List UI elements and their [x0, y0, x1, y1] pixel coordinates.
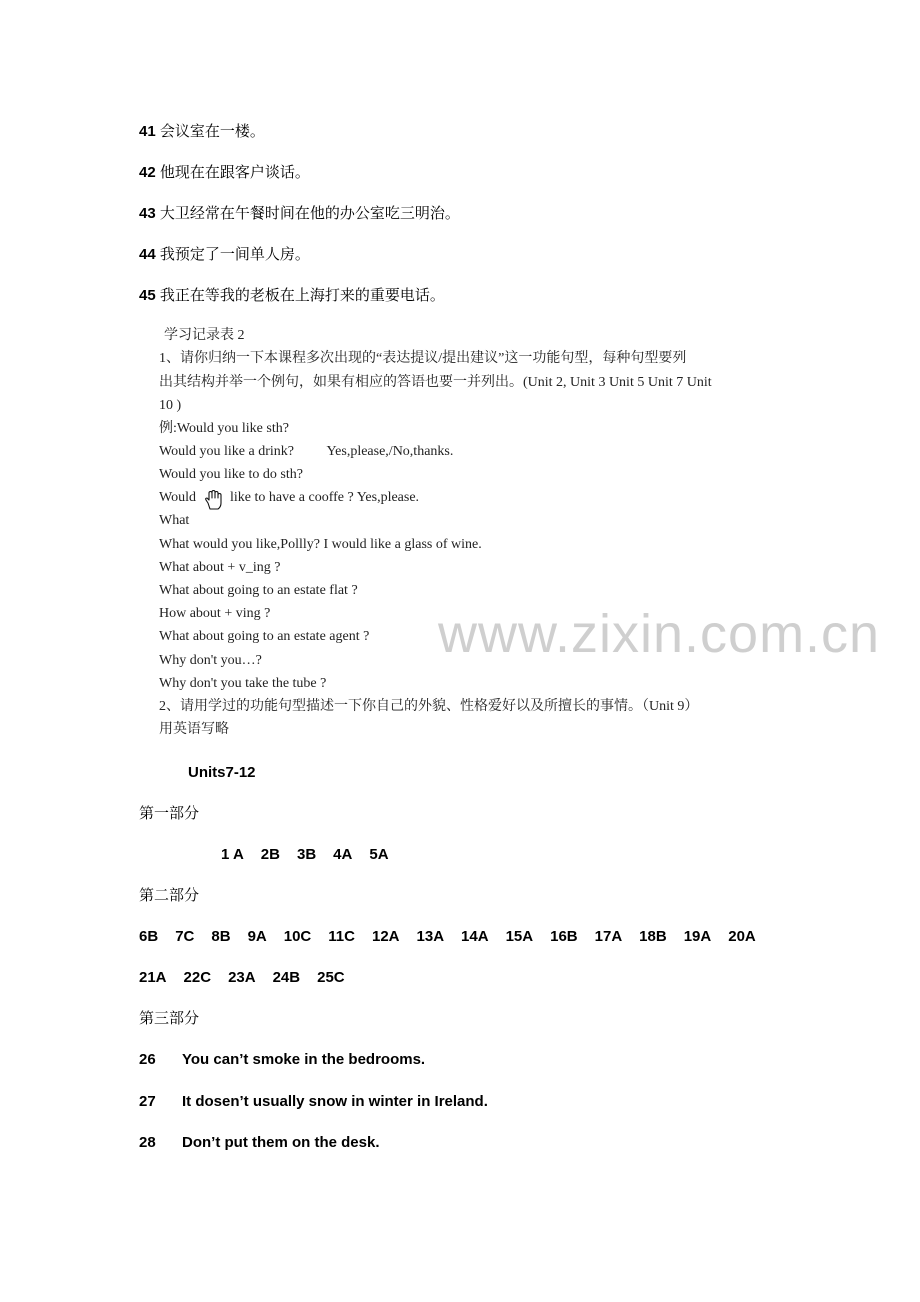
answer-token: 15A	[505, 928, 534, 945]
item-number: 44	[139, 246, 156, 263]
answer-token: 23A	[228, 969, 256, 986]
example-line: Why don't you take the tube ?	[159, 676, 327, 691]
example-line: How about + ving ?	[159, 606, 271, 621]
answer-token: 1 A	[221, 846, 244, 863]
answer-token: 13A	[416, 928, 445, 945]
question-1-line: 1、请你归纳一下本课程多次出现的“表达提议/提出建议”这一功能句型，每种句型要列	[159, 351, 687, 366]
example-rest: like to have a cooffe ? Yes,please.	[229, 490, 420, 505]
item-text: Don’t put them on the desk.	[182, 1134, 380, 1151]
answer-token: 19A	[683, 928, 712, 945]
hand-cursor-icon	[203, 489, 225, 511]
item-number: 27	[139, 1093, 156, 1110]
answer-token: 8B	[211, 928, 231, 945]
question-2-line: 用英语写略	[159, 722, 229, 737]
part-1-answers	[221, 845, 389, 865]
part-3-item	[139, 1133, 380, 1153]
question-1-line: 出其结构并举一个例句，如果有相应的答语也要一并列出。(Unit 2, Unit 3 Unit 5 Unit 7 Unit	[159, 375, 712, 390]
part-3-label: 第三部分	[139, 1010, 200, 1027]
answer-token: 22C	[183, 969, 212, 986]
answer-token: 10C	[283, 928, 312, 945]
item-text: You can’t smoke in the bedrooms.	[182, 1051, 426, 1068]
example-line: What about going to an estate flat ?	[159, 583, 358, 598]
item-text: 我预定了一间单人房。	[159, 246, 310, 263]
record-title: 学习记录表 2	[164, 328, 245, 343]
units-heading: Units7-12	[188, 764, 256, 781]
item-number: 43	[139, 205, 156, 222]
item-text: 我正在等我的老板在上海打来的重要电话。	[159, 287, 445, 304]
answer-token: 11C	[328, 928, 355, 945]
question-2-line: 2、请用学过的功能句型描述一下你自己的外貌、性格爱好以及所擅长的事情。（Unit 9）	[159, 699, 699, 714]
item-text: 大卫经常在午餐时间在他的办公室吃三明治。	[159, 205, 460, 222]
item-text: 他现在在跟客户谈话。	[159, 164, 310, 181]
answer-token: 20A	[728, 928, 756, 945]
answer-token: 16B	[550, 928, 578, 945]
answer-token: 18B	[639, 928, 667, 945]
item-text: It dosen’t usually snow in winter in Ireland.	[182, 1093, 488, 1110]
answer-token: 24B	[272, 969, 301, 986]
watermark: www.zixin.com.cn	[438, 604, 881, 664]
example-line: Why don't you…?	[159, 653, 262, 668]
example-line	[159, 489, 419, 507]
item-number: 45	[139, 287, 156, 304]
answer-token: 3B	[296, 846, 317, 863]
example-question: Would you like a drink?	[159, 444, 294, 459]
part-3-item	[139, 1092, 488, 1112]
answer-token: 12A	[371, 928, 400, 945]
example-line: What about going to an estate agent ?	[159, 629, 370, 644]
answer-token: 5A	[369, 846, 389, 863]
example-line: What	[159, 513, 190, 528]
example-line: 例:Would you like sth?	[159, 421, 289, 436]
part-1-label: 第一部分	[139, 805, 200, 822]
translation-item	[139, 204, 460, 224]
item-number: 28	[139, 1134, 156, 1151]
translation-item	[139, 163, 310, 183]
example-word: Would	[159, 490, 196, 505]
answer-token: 21A	[139, 969, 167, 986]
translation-item	[139, 122, 265, 142]
answer-token: 4A	[333, 846, 353, 863]
answer-token: 14A	[461, 928, 489, 945]
item-number: 26	[139, 1051, 156, 1068]
example-line: Would you like to do sth?	[159, 467, 303, 482]
part-2-answers	[139, 968, 345, 988]
example-line: What would you like,Pollly? I would like a glass of wine.	[159, 537, 482, 552]
question-1-line: 10 )	[159, 398, 182, 413]
example-line: What about + v_ing ?	[159, 560, 281, 575]
answer-token: 17A	[594, 928, 623, 945]
translation-item	[139, 286, 445, 306]
answer-token: 2B	[260, 846, 280, 863]
item-number: 42	[139, 164, 156, 181]
part-2-answers	[139, 927, 756, 947]
example-line	[159, 443, 453, 461]
translation-item	[139, 245, 310, 265]
example-answer: Yes,please,/No,thanks.	[326, 444, 454, 459]
part-3-item	[139, 1050, 425, 1070]
answer-token: 7C	[175, 928, 195, 945]
item-number: 41	[139, 123, 156, 140]
item-text: 会议室在一楼。	[159, 123, 265, 140]
part-2-label: 第二部分	[139, 887, 200, 904]
answer-token: 9A	[247, 928, 267, 945]
answer-token: 6B	[139, 928, 159, 945]
answer-token: 25C	[317, 969, 345, 986]
